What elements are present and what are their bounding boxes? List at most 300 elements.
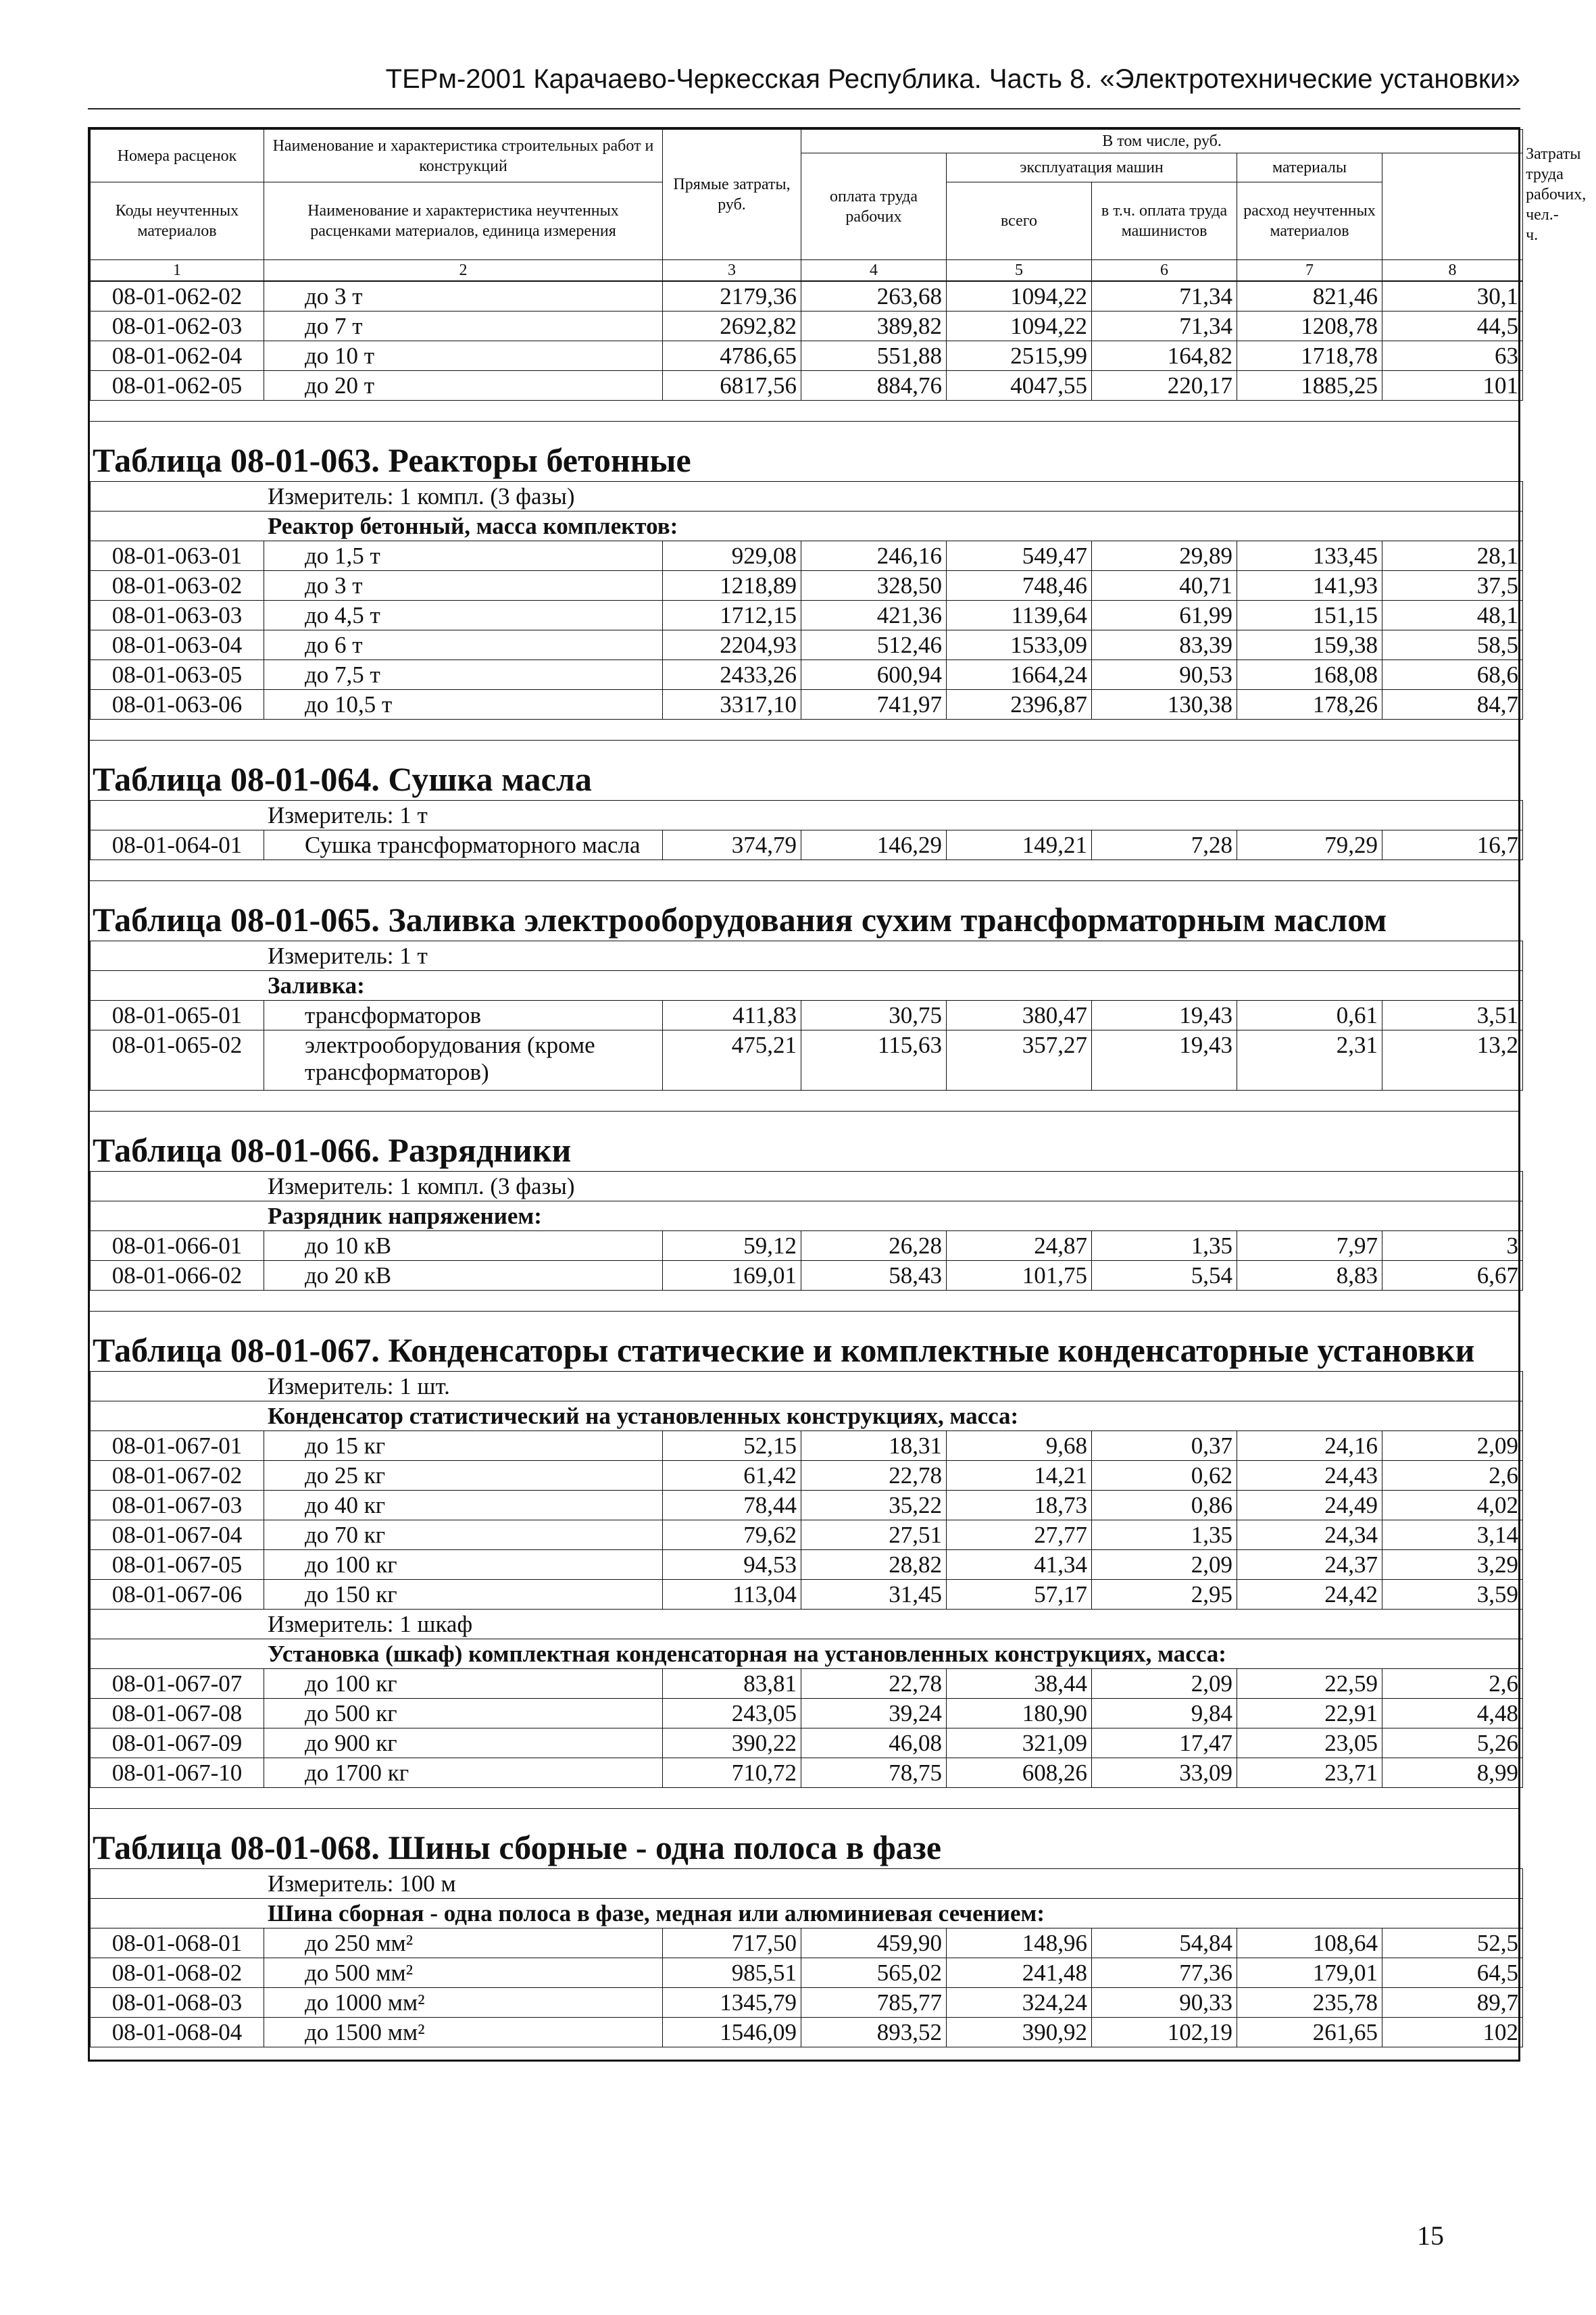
table-row (91, 660, 1523, 690)
table-row (91, 1550, 1523, 1580)
wages: 512,46 (801, 630, 947, 660)
machines-wages: 0,37 (1092, 1431, 1237, 1461)
machines-total: 324,24 (947, 1988, 1092, 2018)
machines-total: 748,46 (947, 571, 1092, 601)
item-name: до 25 кг (264, 1461, 663, 1491)
unit-of-measure: Измеритель: 1 т (91, 941, 1523, 971)
unit-of-measure-row (91, 801, 1523, 830)
unit-of-measure-row (91, 1869, 1523, 1899)
item-name: до 7,5 т (264, 660, 663, 690)
table-row (91, 1728, 1523, 1758)
labor-hours: 30,1 (1382, 282, 1523, 312)
materials-use: 0,61 (1237, 1001, 1382, 1030)
direct-cost: 710,72 (663, 1758, 801, 1788)
header-materials-use: расход неучтенных материалов (1237, 182, 1382, 260)
table-row (91, 830, 1523, 860)
table-row (91, 1988, 1523, 2018)
wages: 459,90 (801, 1928, 947, 1958)
unit-of-measure-row (91, 482, 1523, 512)
section-table (90, 1868, 1523, 2047)
direct-cost: 2204,93 (663, 630, 801, 660)
direct-cost: 1345,79 (663, 1988, 801, 2018)
table-row (91, 1758, 1523, 1788)
wages: 46,08 (801, 1728, 947, 1758)
table-body (90, 281, 1518, 2060)
machines-wages: 77,36 (1092, 1958, 1237, 1988)
labor-hours: 3,51 (1382, 1001, 1523, 1030)
rate-code: 08-01-067-02 (91, 1461, 264, 1491)
section-title-row (90, 880, 1518, 941)
section-title: Таблица 08-01-063. Реакторы бетонные (93, 441, 691, 479)
materials-use: 8,83 (1237, 1261, 1382, 1291)
header-rule (88, 108, 1520, 109)
rate-code: 08-01-066-02 (91, 1261, 264, 1291)
machines-total: 24,87 (947, 1231, 1092, 1261)
machines-total: 38,44 (947, 1669, 1092, 1699)
column-number: 7 (1237, 260, 1382, 281)
wages: 22,78 (801, 1669, 947, 1699)
page-header: ТЕРм-2001 Карачаево-Черкесская Республика. Часть 8. «Электротехнические установки» (385, 64, 1520, 94)
materials-use: 151,15 (1237, 601, 1382, 630)
machines-total: 148,96 (947, 1928, 1092, 1958)
unit-of-measure: Измеритель: 1 шкаф (91, 1610, 1523, 1639)
wages: 78,75 (801, 1758, 947, 1788)
materials-use: 1208,78 (1237, 312, 1382, 341)
unit-of-measure: Измеритель: 100 м (91, 1869, 1523, 1899)
rate-code: 08-01-067-09 (91, 1728, 264, 1758)
direct-cost: 83,81 (663, 1669, 801, 1699)
unit-of-measure: Измеритель: 1 компл. (3 фазы) (91, 482, 1523, 512)
direct-cost: 2433,26 (663, 660, 801, 690)
direct-cost: 3317,10 (663, 690, 801, 720)
direct-cost: 2179,36 (663, 282, 801, 312)
materials-use: 22,59 (1237, 1669, 1382, 1699)
machines-wages: 9,84 (1092, 1699, 1237, 1728)
item-name: до 20 кВ (264, 1261, 663, 1291)
machines-total: 101,75 (947, 1261, 1092, 1291)
rate-code: 08-01-067-07 (91, 1669, 264, 1699)
materials-use: 23,05 (1237, 1728, 1382, 1758)
wages: 551,88 (801, 341, 947, 371)
unit-of-measure-row (91, 1172, 1523, 1201)
rate-code: 08-01-063-04 (91, 630, 264, 660)
column-number: 4 (801, 260, 947, 281)
section-gap (90, 401, 1518, 421)
machines-wages: 33,09 (1092, 1758, 1237, 1788)
item-name: до 10 т (264, 341, 663, 371)
item-name: до 1700 кг (264, 1758, 663, 1788)
wages: 884,76 (801, 371, 947, 401)
item-name: до 100 кг (264, 1669, 663, 1699)
wages: 328,50 (801, 571, 947, 601)
direct-cost: 1712,15 (663, 601, 801, 630)
direct-cost: 94,53 (663, 1550, 801, 1580)
machines-wages: 83,39 (1092, 630, 1237, 660)
table-row (91, 1231, 1523, 1261)
table-row (91, 341, 1523, 371)
column-number: 5 (947, 260, 1092, 281)
machines-wages: 54,84 (1092, 1928, 1237, 1958)
labor-hours: 16,7 (1382, 830, 1523, 860)
section-title-row (90, 421, 1518, 481)
rate-code: 08-01-063-01 (91, 541, 264, 571)
rate-code: 08-01-062-04 (91, 341, 264, 371)
labor-hours: 28,1 (1382, 541, 1523, 571)
section-title: Таблица 08-01-066. Разрядники (93, 1131, 572, 1169)
labor-hours: 2,09 (1382, 1431, 1523, 1461)
materials-use: 133,45 (1237, 541, 1382, 571)
materials-use: 159,38 (1237, 630, 1382, 660)
direct-cost: 61,42 (663, 1461, 801, 1491)
machines-total: 357,27 (947, 1030, 1092, 1091)
materials-use: 2,31 (1237, 1030, 1382, 1091)
rate-code: 08-01-063-03 (91, 601, 264, 630)
wages: 263,68 (801, 282, 947, 312)
section-gap (90, 1291, 1518, 1311)
direct-cost: 929,08 (663, 541, 801, 571)
machines-total: 1533,09 (947, 630, 1092, 660)
materials-use: 1885,25 (1237, 371, 1382, 401)
table-row (91, 690, 1523, 720)
labor-hours: 101 (1382, 371, 1523, 401)
materials-use: 179,01 (1237, 1958, 1382, 1988)
machines-wages: 164,82 (1092, 341, 1237, 371)
table-bottom-gap (90, 2047, 1518, 2060)
unit-of-measure-row (91, 941, 1523, 971)
direct-cost: 52,15 (663, 1431, 801, 1461)
rate-code: 08-01-065-02 (91, 1030, 264, 1091)
labor-hours: 89,7 (1382, 1988, 1523, 2018)
group-heading-row (91, 1639, 1523, 1669)
rate-code: 08-01-062-03 (91, 312, 264, 341)
direct-cost: 411,83 (663, 1001, 801, 1030)
wages: 565,02 (801, 1958, 947, 1988)
machines-wages: 40,71 (1092, 571, 1237, 601)
group-heading: Заливка: (91, 971, 1523, 1001)
machines-total: 321,09 (947, 1728, 1092, 1758)
rate-code: 08-01-068-02 (91, 1958, 264, 1988)
materials-use: 168,08 (1237, 660, 1382, 690)
table-row (91, 1030, 1523, 1091)
group-heading: Установка (шкаф) комплектная конденсаторная на установленных конструкциях, масса: (91, 1639, 1523, 1669)
header-direct-costs: Прямые затраты, руб. (663, 130, 801, 260)
item-name: до 15 кг (264, 1431, 663, 1461)
machines-total: 380,47 (947, 1001, 1092, 1030)
direct-cost: 4786,65 (663, 341, 801, 371)
machines-total: 9,68 (947, 1431, 1092, 1461)
machines-wages: 90,33 (1092, 1988, 1237, 2018)
machines-total: 57,17 (947, 1580, 1092, 1610)
rate-code: 08-01-068-04 (91, 2018, 264, 2047)
labor-hours: 68,6 (1382, 660, 1523, 690)
rate-code: 08-01-067-03 (91, 1491, 264, 1520)
labor-hours: 48,1 (1382, 601, 1523, 630)
labor-hours: 63 (1382, 341, 1523, 371)
wages: 146,29 (801, 830, 947, 860)
wages: 22,78 (801, 1461, 947, 1491)
table-row (91, 1958, 1523, 1988)
page-number: 15 (1417, 2220, 1444, 2251)
item-name: до 900 кг (264, 1728, 663, 1758)
section-gap (90, 720, 1518, 740)
table-row (91, 571, 1523, 601)
direct-cost: 243,05 (663, 1699, 801, 1728)
machines-wages: 61,99 (1092, 601, 1237, 630)
labor-hours: 58,5 (1382, 630, 1523, 660)
header-machines-wages: в т.ч. оплата труда машинистов (1092, 182, 1237, 260)
table-row (91, 601, 1523, 630)
machines-total: 41,34 (947, 1550, 1092, 1580)
machines-total: 1094,22 (947, 312, 1092, 341)
section-table (90, 800, 1523, 860)
wages: 31,45 (801, 1580, 947, 1610)
section-table (90, 481, 1523, 720)
rate-code: 08-01-067-01 (91, 1431, 264, 1461)
machines-wages: 90,53 (1092, 660, 1237, 690)
table-row (91, 312, 1523, 341)
labor-hours: 102 (1382, 2018, 1523, 2047)
machines-wages: 71,34 (1092, 312, 1237, 341)
machines-wages: 5,54 (1092, 1261, 1237, 1291)
section-title: Таблица 08-01-064. Сушка масла (93, 760, 592, 798)
machines-wages: 29,89 (1092, 541, 1237, 571)
item-name: до 40 кг (264, 1491, 663, 1520)
column-number: 3 (663, 260, 801, 281)
materials-use: 24,34 (1237, 1520, 1382, 1550)
materials-use: 23,71 (1237, 1758, 1382, 1788)
materials-use: 261,65 (1237, 2018, 1382, 2047)
machines-total: 149,21 (947, 830, 1092, 860)
materials-use: 178,26 (1237, 690, 1382, 720)
section-gap (90, 1788, 1518, 1808)
table-row (91, 541, 1523, 571)
materials-use: 22,91 (1237, 1699, 1382, 1728)
labor-hours: 44,5 (1382, 312, 1523, 341)
rate-code: 08-01-067-04 (91, 1520, 264, 1550)
machines-total: 180,90 (947, 1699, 1092, 1728)
column-number: 6 (1092, 260, 1237, 281)
group-heading-row (91, 971, 1523, 1001)
machines-total: 608,26 (947, 1758, 1092, 1788)
item-name: до 250 мм² (264, 1928, 663, 1958)
wages: 58,43 (801, 1261, 947, 1291)
header-name-bottom: Наименование и характеристика неучтенных расценками материалов, единица измерения (264, 182, 663, 260)
labor-hours: 37,5 (1382, 571, 1523, 601)
materials-use: 24,37 (1237, 1550, 1382, 1580)
header-machines: эксплуатация машин (947, 153, 1237, 182)
item-name: до 3 т (264, 282, 663, 312)
rate-code: 08-01-062-05 (91, 371, 264, 401)
section-title: Таблица 08-01-067. Конденсаторы статические и комплектные конденсаторные установки (93, 1331, 1475, 1369)
header-wages: оплата труда рабочих (801, 153, 947, 260)
machines-wages: 0,62 (1092, 1461, 1237, 1491)
labor-hours: 2,6 (1382, 1461, 1523, 1491)
item-name: до 10,5 т (264, 690, 663, 720)
machines-wages: 7,28 (1092, 830, 1237, 860)
labor-hours: 84,7 (1382, 690, 1523, 720)
labor-hours: 3,14 (1382, 1520, 1523, 1550)
unit-of-measure-row (91, 1372, 1523, 1401)
rate-code: 08-01-063-06 (91, 690, 264, 720)
section-table (90, 1171, 1523, 1291)
wages: 30,75 (801, 1001, 947, 1030)
materials-use: 24,43 (1237, 1461, 1382, 1491)
direct-cost: 374,79 (663, 830, 801, 860)
section-title-row (90, 1311, 1518, 1371)
item-name: до 100 кг (264, 1550, 663, 1580)
unit-of-measure: Измеритель: 1 компл. (3 фазы) (91, 1172, 1523, 1201)
section-title-row (90, 1111, 1518, 1171)
materials-use: 24,16 (1237, 1431, 1382, 1461)
unit-of-measure-row (91, 1610, 1523, 1639)
direct-cost: 717,50 (663, 1928, 801, 1958)
labor-hours: 2,6 (1382, 1669, 1523, 1699)
header-codes-bottom: Коды неучтенных материалов (91, 182, 264, 260)
header-codes-top: Номера расценок (91, 130, 264, 182)
item-name: трансформаторов (264, 1001, 663, 1030)
table-row (91, 282, 1523, 312)
section-gap (90, 1091, 1518, 1111)
group-heading: Разрядник напряжением: (91, 1201, 1523, 1231)
machines-wages: 2,09 (1092, 1669, 1237, 1699)
wages: 389,82 (801, 312, 947, 341)
item-name: до 10 кВ (264, 1231, 663, 1261)
labor-hours: 3,29 (1382, 1550, 1523, 1580)
item-name: до 1,5 т (264, 541, 663, 571)
wages: 115,63 (801, 1030, 947, 1091)
rate-code: 08-01-067-06 (91, 1580, 264, 1610)
machines-total: 27,77 (947, 1520, 1092, 1550)
wages: 893,52 (801, 2018, 947, 2047)
unit-of-measure: Измеритель: 1 шт. (91, 1372, 1523, 1401)
table-row (91, 1431, 1523, 1461)
wages: 39,24 (801, 1699, 947, 1728)
direct-cost: 2692,82 (663, 312, 801, 341)
direct-cost: 390,22 (663, 1728, 801, 1758)
table-row (91, 1261, 1523, 1291)
machines-wages: 102,19 (1092, 2018, 1237, 2047)
header-machines-total: всего (947, 182, 1092, 260)
rate-code: 08-01-067-05 (91, 1550, 264, 1580)
direct-cost: 169,01 (663, 1261, 801, 1291)
labor-hours: 64,5 (1382, 1958, 1523, 1988)
column-number: 1 (91, 260, 264, 281)
machines-total: 2515,99 (947, 341, 1092, 371)
materials-use: 24,42 (1237, 1580, 1382, 1610)
machines-wages: 1,35 (1092, 1231, 1237, 1261)
machines-wages: 220,17 (1092, 371, 1237, 401)
machines-wages: 19,43 (1092, 1001, 1237, 1030)
item-name: до 1500 мм² (264, 2018, 663, 2047)
table-row (91, 1491, 1523, 1520)
machines-wages: 1,35 (1092, 1520, 1237, 1550)
rate-code: 08-01-067-08 (91, 1699, 264, 1728)
rate-code: 08-01-064-01 (91, 830, 264, 860)
machines-wages: 2,95 (1092, 1580, 1237, 1610)
materials-use: 821,46 (1237, 282, 1382, 312)
table-row (91, 1580, 1523, 1610)
labor-hours: 4,02 (1382, 1491, 1523, 1520)
materials-use: 7,97 (1237, 1231, 1382, 1261)
item-name: до 20 т (264, 371, 663, 401)
item-name: до 150 кг (264, 1580, 663, 1610)
table-row (91, 371, 1523, 401)
wages: 18,31 (801, 1431, 947, 1461)
wages: 35,22 (801, 1491, 947, 1520)
group-heading: Шина сборная - одна полоса в фазе, медная или алюминиевая сечением: (91, 1899, 1523, 1928)
header-name-top: Наименование и характеристика строительных работ и конструкций (264, 130, 663, 182)
direct-cost: 475,21 (663, 1030, 801, 1091)
machines-total: 549,47 (947, 541, 1092, 571)
item-name: до 500 мм² (264, 1958, 663, 1988)
direct-cost: 78,44 (663, 1491, 801, 1520)
item-name: до 4,5 т (264, 601, 663, 630)
group-heading-row (91, 512, 1523, 541)
column-number: 2 (264, 260, 663, 281)
machines-wages: 17,47 (1092, 1728, 1237, 1758)
section-gap (90, 860, 1518, 880)
materials-use: 141,93 (1237, 571, 1382, 601)
header-including: В том числе, руб. (801, 130, 1523, 153)
table-row (91, 1928, 1523, 1958)
materials-use: 108,64 (1237, 1928, 1382, 1958)
rate-code: 08-01-068-01 (91, 1928, 264, 1958)
section-table (90, 941, 1523, 1091)
direct-cost: 1546,09 (663, 2018, 801, 2047)
item-name: до 500 кг (264, 1699, 663, 1728)
materials-use: 1718,78 (1237, 341, 1382, 371)
labor-hours: 3 (1382, 1231, 1523, 1261)
table-row (91, 1669, 1523, 1699)
machines-total: 4047,55 (947, 371, 1092, 401)
machines-wages: 71,34 (1092, 282, 1237, 312)
direct-cost: 79,62 (663, 1520, 801, 1550)
table-row (91, 630, 1523, 660)
section-title: Таблица 08-01-065. Заливка электрооборудования сухим трансформаторным маслом (93, 901, 1387, 939)
direct-cost: 113,04 (663, 1580, 801, 1610)
group-heading-row (91, 1899, 1523, 1928)
group-heading: Реактор бетонный, масса комплектов: (91, 512, 1523, 541)
group-heading-row (91, 1201, 1523, 1231)
direct-cost: 985,51 (663, 1958, 801, 1988)
item-name: до 7 т (264, 312, 663, 341)
machines-wages: 19,43 (1092, 1030, 1237, 1091)
wages: 421,36 (801, 601, 947, 630)
labor-hours: 52,5 (1382, 1928, 1523, 1958)
wages: 28,82 (801, 1550, 947, 1580)
table-row (91, 1461, 1523, 1491)
section-table (90, 1371, 1523, 1788)
labor-hours: 3,59 (1382, 1580, 1523, 1610)
unit-of-measure: Измеритель: 1 т (91, 801, 1523, 830)
wages: 600,94 (801, 660, 947, 690)
machines-total: 1139,64 (947, 601, 1092, 630)
item-name: до 70 кг (264, 1520, 663, 1550)
rate-code: 08-01-062-02 (91, 282, 264, 312)
lead-rows (90, 281, 1523, 401)
machines-wages: 2,09 (1092, 1550, 1237, 1580)
item-name: до 3 т (264, 571, 663, 601)
machines-total: 18,73 (947, 1491, 1092, 1520)
machines-total: 1094,22 (947, 282, 1092, 312)
labor-hours: 13,2 (1382, 1030, 1523, 1091)
materials-use: 79,29 (1237, 830, 1382, 860)
wages: 785,77 (801, 1988, 947, 2018)
table-row (91, 1001, 1523, 1030)
price-table (88, 127, 1587, 2062)
labor-hours: 8,99 (1382, 1758, 1523, 1788)
group-heading: Конденсатор статистический на установленных конструкциях, масса: (91, 1401, 1523, 1431)
